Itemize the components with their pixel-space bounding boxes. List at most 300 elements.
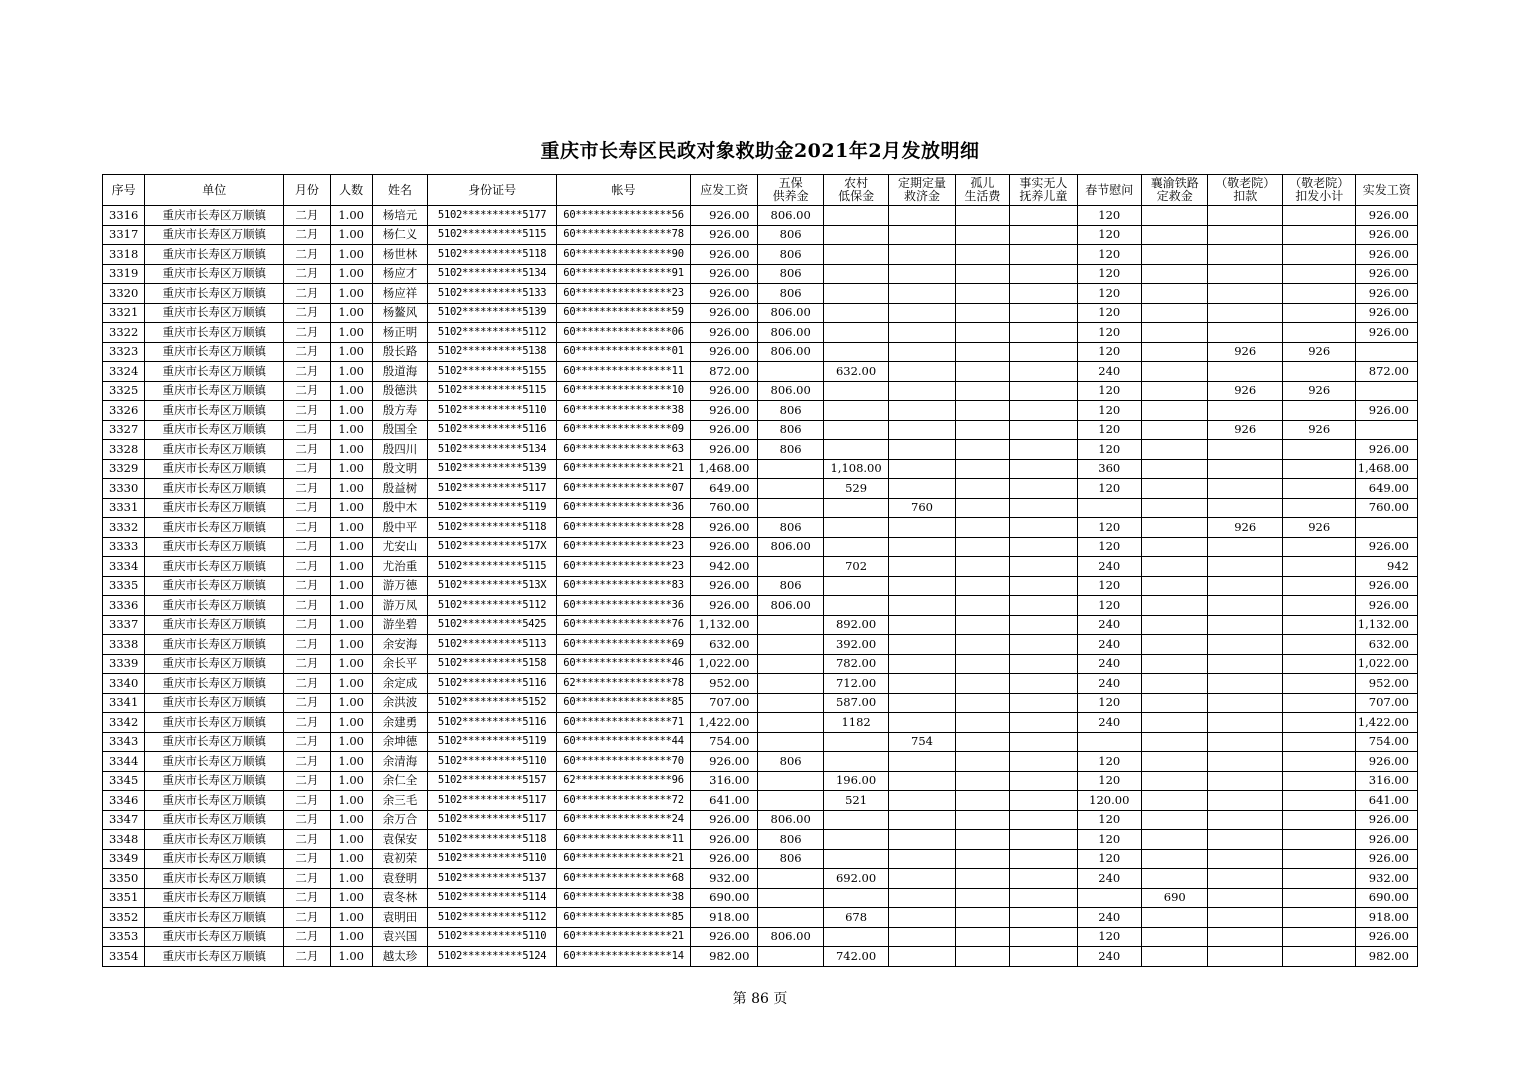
col-nursing-subtotal-cell <box>1282 401 1356 421</box>
table-row <box>103 303 1418 323</box>
col-orphan-cell <box>955 693 1009 713</box>
col-count-cell: 1.00 <box>330 810 372 830</box>
col-id-cell: 5102**********5110 <box>428 927 557 947</box>
col-id-cell: 5102**********5118 <box>428 518 557 538</box>
col-month-cell: 二月 <box>284 401 330 421</box>
col-unit-cell: 重庆市长寿区万顺镇 <box>145 791 284 811</box>
col-unit-cell: 重庆市长寿区万顺镇 <box>145 830 284 850</box>
col-seq-cell: 3324 <box>103 362 145 382</box>
col-count-cell: 1.00 <box>330 440 372 460</box>
col-orphan-cell <box>955 888 1009 908</box>
col-seq-cell: 3331 <box>103 498 145 518</box>
col-id-cell: 5102**********5116 <box>428 420 557 440</box>
col-relief-cell: 754 <box>889 732 955 752</box>
col-count-cell: 1.00 <box>330 479 372 499</box>
col-name-header: 姓名 <box>372 175 427 206</box>
col-name-cell: 尤安山 <box>372 537 427 557</box>
col-account-cell: 60****************24 <box>557 810 691 830</box>
col-wubao-cell <box>758 732 823 752</box>
col-count-cell: 1.00 <box>330 245 372 265</box>
col-relief-cell <box>889 927 955 947</box>
col-month-cell: 二月 <box>284 459 330 479</box>
col-actual-cell: 926.00 <box>1356 596 1418 616</box>
col-wubao-cell: 806 <box>758 245 823 265</box>
table-row <box>103 947 1418 967</box>
col-unattended-child-cell <box>1010 615 1077 635</box>
col-festival-cell: 240 <box>1077 947 1141 967</box>
col-account-cell: 60****************21 <box>557 849 691 869</box>
table-row <box>103 674 1418 694</box>
col-festival-cell: 120 <box>1077 225 1141 245</box>
col-dibao-cell <box>823 830 888 850</box>
col-festival-cell: 240 <box>1077 362 1141 382</box>
col-relief-cell <box>889 381 955 401</box>
col-unattended-child-cell <box>1010 947 1077 967</box>
col-name-cell: 袁兴国 <box>372 927 427 947</box>
col-unit-cell: 重庆市长寿区万顺镇 <box>145 537 284 557</box>
col-wubao-cell <box>758 615 823 635</box>
col-actual-cell: 926.00 <box>1356 752 1418 772</box>
col-railway-cell <box>1142 674 1208 694</box>
col-nursing-deduct-cell: 926 <box>1208 518 1283 538</box>
col-unit-cell: 重庆市长寿区万顺镇 <box>145 810 284 830</box>
col-month-cell: 二月 <box>284 518 330 538</box>
col-account-cell: 60****************85 <box>557 908 691 928</box>
col-id-cell: 5102**********5110 <box>428 401 557 421</box>
col-payable-cell: 982.00 <box>690 947 757 967</box>
col-nursing-subtotal-cell <box>1282 245 1356 265</box>
col-nursing-subtotal-cell <box>1282 947 1356 967</box>
col-account-cell: 60****************01 <box>557 342 691 362</box>
col-dibao-cell <box>823 440 888 460</box>
col-payable-cell: 926.00 <box>690 576 757 596</box>
col-account-cell: 60****************38 <box>557 888 691 908</box>
col-payable-cell: 952.00 <box>690 674 757 694</box>
col-id-cell: 5102**********5134 <box>428 440 557 460</box>
col-unattended-child-cell <box>1010 303 1077 323</box>
col-account-cell: 60****************85 <box>557 693 691 713</box>
col-payable-cell: 1,132.00 <box>690 615 757 635</box>
col-name-cell: 游万德 <box>372 576 427 596</box>
col-account-cell: 60****************46 <box>557 654 691 674</box>
col-relief-cell <box>889 264 955 284</box>
table-row <box>103 810 1418 830</box>
col-name-cell: 余安海 <box>372 635 427 655</box>
col-festival-cell: 240 <box>1077 869 1141 889</box>
col-nursing-deduct-cell <box>1208 693 1283 713</box>
col-dibao-cell <box>823 888 888 908</box>
col-unit-cell: 重庆市长寿区万顺镇 <box>145 849 284 869</box>
col-orphan-cell <box>955 225 1009 245</box>
col-railway-cell <box>1142 518 1208 538</box>
col-railway-cell <box>1142 791 1208 811</box>
col-nursing-deduct-cell <box>1208 908 1283 928</box>
col-wubao-cell <box>758 635 823 655</box>
col-unattended-child-cell <box>1010 557 1077 577</box>
col-relief-cell <box>889 596 955 616</box>
col-festival-cell: 120 <box>1077 596 1141 616</box>
col-railway-cell <box>1142 440 1208 460</box>
col-actual-cell: 690.00 <box>1356 888 1418 908</box>
col-unit-cell: 重庆市长寿区万顺镇 <box>145 635 284 655</box>
table-row <box>103 284 1418 304</box>
col-nursing-deduct-cell <box>1208 927 1283 947</box>
col-id-cell: 5102**********5112 <box>428 596 557 616</box>
col-railway-cell <box>1142 479 1208 499</box>
col-festival-cell: 120 <box>1077 849 1141 869</box>
col-actual-cell: 926.00 <box>1356 576 1418 596</box>
col-actual-cell: 760.00 <box>1356 498 1418 518</box>
col-id-header: 身份证号 <box>428 175 557 206</box>
col-festival-cell: 120 <box>1077 830 1141 850</box>
table-row <box>103 732 1418 752</box>
col-nursing-subtotal-cell <box>1282 479 1356 499</box>
col-railway-cell <box>1142 693 1208 713</box>
col-count-cell: 1.00 <box>330 596 372 616</box>
col-name-cell: 殷长路 <box>372 342 427 362</box>
col-nursing-deduct-cell <box>1208 732 1283 752</box>
col-name-cell: 余坤德 <box>372 732 427 752</box>
col-dibao-cell: 782.00 <box>823 654 888 674</box>
col-unit-cell: 重庆市长寿区万顺镇 <box>145 303 284 323</box>
col-nursing-deduct-cell <box>1208 284 1283 304</box>
col-wubao-cell <box>758 674 823 694</box>
col-relief-cell <box>889 576 955 596</box>
col-wubao-cell <box>758 459 823 479</box>
col-payable-cell: 316.00 <box>690 771 757 791</box>
col-seq-cell: 3348 <box>103 830 145 850</box>
col-account-cell: 60****************38 <box>557 401 691 421</box>
col-relief-cell <box>889 830 955 850</box>
table-row <box>103 908 1418 928</box>
col-unattended-child-cell <box>1010 693 1077 713</box>
col-month-cell: 二月 <box>284 810 330 830</box>
col-id-cell: 5102**********5139 <box>428 459 557 479</box>
col-month-cell: 二月 <box>284 791 330 811</box>
col-actual-cell: 926.00 <box>1356 323 1418 343</box>
col-nursing-deduct-header: （敬老院） 扣款 <box>1208 175 1283 206</box>
col-id-cell: 5102**********5117 <box>428 810 557 830</box>
col-actual-cell: 952.00 <box>1356 674 1418 694</box>
col-unit-cell: 重庆市长寿区万顺镇 <box>145 498 284 518</box>
col-orphan-cell <box>955 732 1009 752</box>
col-festival-cell: 120 <box>1077 576 1141 596</box>
table-row <box>103 830 1418 850</box>
col-relief-cell: 760 <box>889 498 955 518</box>
col-account-cell: 60****************70 <box>557 752 691 772</box>
col-account-cell: 60****************09 <box>557 420 691 440</box>
col-account-cell: 60****************69 <box>557 635 691 655</box>
col-month-cell: 二月 <box>284 596 330 616</box>
col-railway-cell <box>1142 323 1208 343</box>
col-count-cell: 1.00 <box>330 303 372 323</box>
col-name-cell: 杨仁义 <box>372 225 427 245</box>
col-count-cell: 1.00 <box>330 518 372 538</box>
col-unit-cell: 重庆市长寿区万顺镇 <box>145 362 284 382</box>
col-count-cell: 1.00 <box>330 537 372 557</box>
col-account-cell: 60****************59 <box>557 303 691 323</box>
col-dibao-cell <box>823 206 888 226</box>
col-seq-cell: 3318 <box>103 245 145 265</box>
col-orphan-cell <box>955 674 1009 694</box>
col-wubao-cell <box>758 791 823 811</box>
col-id-cell: 5102**********5117 <box>428 791 557 811</box>
col-account-cell: 60****************10 <box>557 381 691 401</box>
col-orphan-cell <box>955 459 1009 479</box>
col-nursing-deduct-cell <box>1208 849 1283 869</box>
col-orphan-cell <box>955 479 1009 499</box>
col-unit-cell: 重庆市长寿区万顺镇 <box>145 596 284 616</box>
col-railway-cell <box>1142 771 1208 791</box>
col-actual-cell: 641.00 <box>1356 791 1418 811</box>
col-wubao-cell: 806.00 <box>758 927 823 947</box>
col-dibao-cell <box>823 498 888 518</box>
col-festival-cell: 240 <box>1077 557 1141 577</box>
col-actual-cell: 982.00 <box>1356 947 1418 967</box>
col-payable-cell: 926.00 <box>690 342 757 362</box>
col-actual-cell: 632.00 <box>1356 635 1418 655</box>
col-seq-cell: 3330 <box>103 479 145 499</box>
col-orphan-cell <box>955 830 1009 850</box>
col-unattended-child-cell <box>1010 342 1077 362</box>
col-month-cell: 二月 <box>284 849 330 869</box>
col-festival-cell: 240 <box>1077 654 1141 674</box>
col-relief-cell <box>889 440 955 460</box>
col-nursing-subtotal-cell <box>1282 888 1356 908</box>
col-wubao-cell: 806.00 <box>758 323 823 343</box>
col-count-cell: 1.00 <box>330 908 372 928</box>
col-dibao-header: 农村 低保金 <box>823 175 888 206</box>
col-account-cell: 62****************78 <box>557 674 691 694</box>
col-count-cell: 1.00 <box>330 342 372 362</box>
table-row <box>103 420 1418 440</box>
col-name-cell: 游坐碧 <box>372 615 427 635</box>
col-festival-cell: 120 <box>1077 381 1141 401</box>
col-wubao-cell <box>758 771 823 791</box>
col-orphan-cell <box>955 518 1009 538</box>
col-actual-cell: 926.00 <box>1356 927 1418 947</box>
col-unattended-child-cell <box>1010 732 1077 752</box>
col-festival-cell: 120 <box>1077 537 1141 557</box>
col-relief-cell <box>889 342 955 362</box>
col-wubao-cell: 806 <box>758 264 823 284</box>
col-nursing-deduct-cell <box>1208 459 1283 479</box>
col-nursing-subtotal-cell <box>1282 303 1356 323</box>
col-dibao-cell <box>823 284 888 304</box>
col-seq-cell: 3328 <box>103 440 145 460</box>
col-dibao-cell <box>823 537 888 557</box>
col-count-cell: 1.00 <box>330 401 372 421</box>
col-railway-cell <box>1142 264 1208 284</box>
col-account-cell: 60****************71 <box>557 713 691 733</box>
col-id-cell: 5102**********5116 <box>428 713 557 733</box>
col-wubao-cell <box>758 498 823 518</box>
col-seq-cell: 3338 <box>103 635 145 655</box>
col-relief-cell <box>889 420 955 440</box>
table-row <box>103 206 1418 226</box>
col-nursing-deduct-cell <box>1208 947 1283 967</box>
col-payable-cell: 754.00 <box>690 732 757 752</box>
table-row <box>103 576 1418 596</box>
col-payable-cell: 690.00 <box>690 888 757 908</box>
col-relief-cell <box>889 557 955 577</box>
col-account-cell: 60****************44 <box>557 732 691 752</box>
col-nursing-subtotal-cell <box>1282 693 1356 713</box>
col-seq-cell: 3347 <box>103 810 145 830</box>
col-id-cell: 5102**********5118 <box>428 245 557 265</box>
col-unattended-child-cell <box>1010 362 1077 382</box>
col-unattended-child-cell <box>1010 518 1077 538</box>
col-relief-cell <box>889 947 955 967</box>
col-nursing-subtotal-cell: 926 <box>1282 518 1356 538</box>
col-account-cell: 60****************11 <box>557 830 691 850</box>
col-wubao-cell <box>758 869 823 889</box>
col-id-cell: 5102**********5177 <box>428 206 557 226</box>
col-name-cell: 袁冬林 <box>372 888 427 908</box>
col-relief-cell <box>889 537 955 557</box>
col-relief-cell <box>889 713 955 733</box>
col-id-cell: 5102**********5114 <box>428 888 557 908</box>
col-name-cell: 杨培元 <box>372 206 427 226</box>
col-railway-cell <box>1142 303 1208 323</box>
col-festival-cell <box>1077 732 1141 752</box>
col-payable-cell: 1,022.00 <box>690 654 757 674</box>
col-nursing-subtotal-cell <box>1282 459 1356 479</box>
col-dibao-cell: 521 <box>823 791 888 811</box>
col-month-cell: 二月 <box>284 888 330 908</box>
col-dibao-cell: 1182 <box>823 713 888 733</box>
col-nursing-subtotal-cell <box>1282 362 1356 382</box>
col-nursing-deduct-cell: 926 <box>1208 342 1283 362</box>
table-row <box>103 381 1418 401</box>
col-payable-cell: 707.00 <box>690 693 757 713</box>
col-nursing-subtotal-cell <box>1282 635 1356 655</box>
col-unattended-child-cell <box>1010 674 1077 694</box>
col-railway-cell <box>1142 830 1208 850</box>
col-wubao-cell <box>758 888 823 908</box>
col-railway-cell <box>1142 420 1208 440</box>
col-festival-cell: 120 <box>1077 323 1141 343</box>
col-seq-cell: 3332 <box>103 518 145 538</box>
col-orphan-cell <box>955 381 1009 401</box>
col-month-cell: 二月 <box>284 674 330 694</box>
col-nursing-deduct-cell <box>1208 206 1283 226</box>
col-name-cell: 殷道海 <box>372 362 427 382</box>
col-railway-cell <box>1142 576 1208 596</box>
col-name-cell: 袁登明 <box>372 869 427 889</box>
col-count-cell: 1.00 <box>330 420 372 440</box>
col-orphan-cell <box>955 323 1009 343</box>
col-unattended-child-cell <box>1010 830 1077 850</box>
col-dibao-cell <box>823 264 888 284</box>
col-payable-cell: 649.00 <box>690 479 757 499</box>
col-month-cell: 二月 <box>284 732 330 752</box>
col-payable-cell: 926.00 <box>690 225 757 245</box>
col-unit-cell: 重庆市长寿区万顺镇 <box>145 420 284 440</box>
col-id-cell: 5102**********5110 <box>428 849 557 869</box>
col-dibao-cell <box>823 576 888 596</box>
col-railway-cell <box>1142 615 1208 635</box>
col-festival-cell: 120 <box>1077 927 1141 947</box>
col-dibao-cell <box>823 401 888 421</box>
col-id-cell: 5102**********5112 <box>428 908 557 928</box>
col-count-cell: 1.00 <box>330 830 372 850</box>
col-orphan-cell <box>955 615 1009 635</box>
col-unit-cell: 重庆市长寿区万顺镇 <box>145 459 284 479</box>
table-row <box>103 927 1418 947</box>
col-nursing-deduct-cell <box>1208 791 1283 811</box>
col-actual-cell: 754.00 <box>1356 732 1418 752</box>
col-count-cell: 1.00 <box>330 284 372 304</box>
col-relief-cell <box>889 635 955 655</box>
col-wubao-cell: 806 <box>758 830 823 850</box>
col-relief-cell <box>889 752 955 772</box>
col-nursing-deduct-cell <box>1208 264 1283 284</box>
col-unit-cell: 重庆市长寿区万顺镇 <box>145 342 284 362</box>
col-festival-cell: 120 <box>1077 518 1141 538</box>
col-wubao-cell: 806 <box>758 518 823 538</box>
col-month-cell: 二月 <box>284 654 330 674</box>
col-payable-cell: 926.00 <box>690 381 757 401</box>
col-wubao-cell: 806.00 <box>758 537 823 557</box>
col-count-cell: 1.00 <box>330 693 372 713</box>
col-payable-cell: 872.00 <box>690 362 757 382</box>
col-name-cell: 余建勇 <box>372 713 427 733</box>
col-unit-cell: 重庆市长寿区万顺镇 <box>145 206 284 226</box>
col-month-cell: 二月 <box>284 635 330 655</box>
col-railway-cell <box>1142 225 1208 245</box>
col-nursing-subtotal-cell <box>1282 771 1356 791</box>
col-orphan-cell <box>955 849 1009 869</box>
col-wubao-header: 五保 供养金 <box>758 175 823 206</box>
col-actual-cell <box>1356 381 1418 401</box>
col-relief-cell <box>889 303 955 323</box>
col-dibao-cell <box>823 225 888 245</box>
col-unattended-child-cell <box>1010 810 1077 830</box>
col-actual-cell <box>1356 518 1418 538</box>
col-nursing-deduct-cell <box>1208 557 1283 577</box>
col-festival-cell: 120 <box>1077 342 1141 362</box>
col-seq-cell: 3349 <box>103 849 145 869</box>
col-relief-cell <box>889 908 955 928</box>
col-count-cell: 1.00 <box>330 635 372 655</box>
col-festival-cell: 120 <box>1077 810 1141 830</box>
col-account-cell: 60****************63 <box>557 440 691 460</box>
table-row <box>103 771 1418 791</box>
col-count-cell: 1.00 <box>330 869 372 889</box>
col-wubao-cell: 806 <box>758 284 823 304</box>
col-relief-cell <box>889 771 955 791</box>
col-account-cell: 60****************21 <box>557 927 691 947</box>
col-railway-cell <box>1142 752 1208 772</box>
col-account-cell: 60****************83 <box>557 576 691 596</box>
col-railway-cell <box>1142 869 1208 889</box>
col-nursing-deduct-cell <box>1208 401 1283 421</box>
col-unattended-child-cell <box>1010 849 1077 869</box>
col-railway-cell <box>1142 810 1208 830</box>
col-railway-cell <box>1142 381 1208 401</box>
col-festival-cell: 120 <box>1077 401 1141 421</box>
col-name-cell: 杨鳌风 <box>372 303 427 323</box>
col-relief-cell <box>889 284 955 304</box>
col-festival-cell: 240 <box>1077 635 1141 655</box>
col-actual-cell: 926.00 <box>1356 264 1418 284</box>
col-payable-cell: 926.00 <box>690 264 757 284</box>
col-nursing-deduct-cell <box>1208 537 1283 557</box>
col-account-cell: 60****************07 <box>557 479 691 499</box>
col-seq-cell: 3339 <box>103 654 145 674</box>
col-unit-cell: 重庆市长寿区万顺镇 <box>145 557 284 577</box>
